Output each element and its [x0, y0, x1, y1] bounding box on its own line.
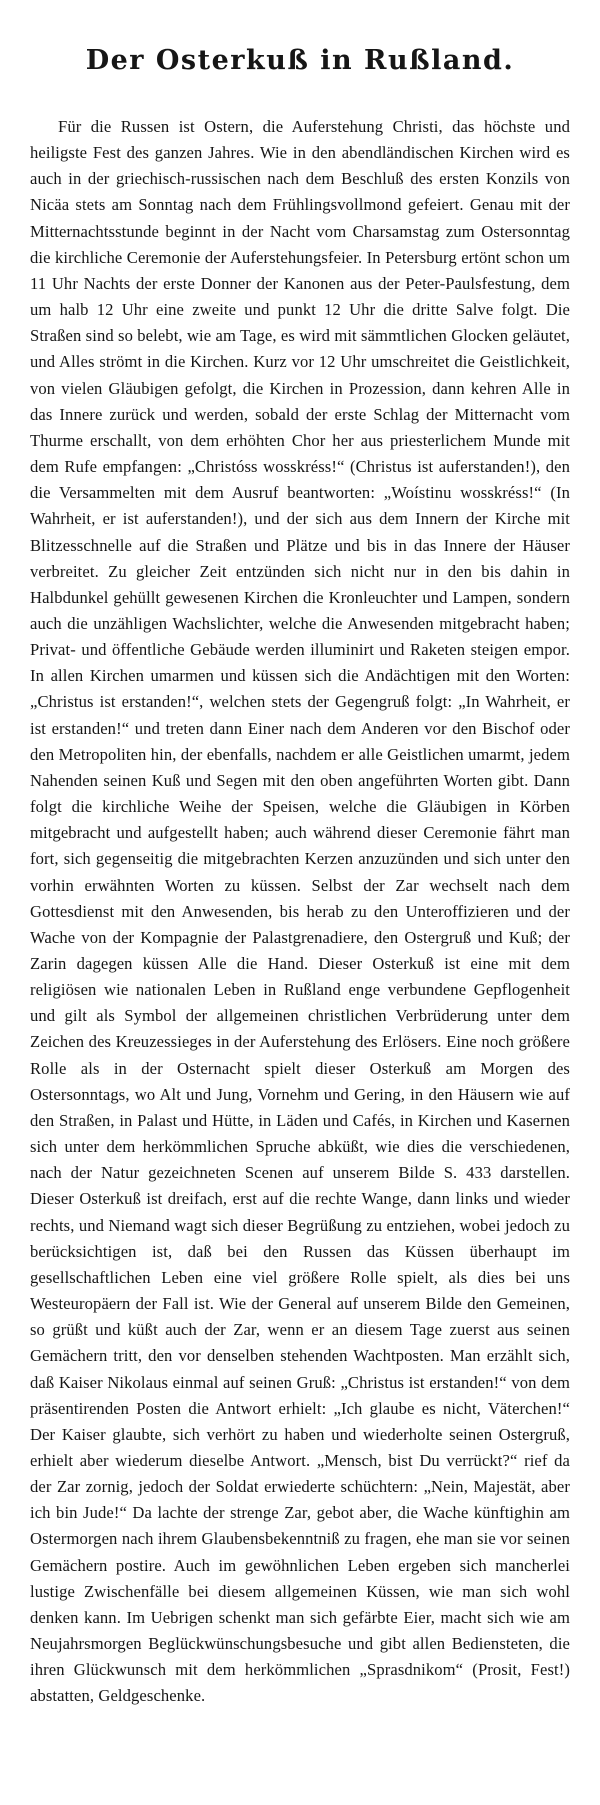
article-body: Für die Russen ist Ostern, die Auferstehung Christi, das höchste und heiligste Fest des ganzen Jahres. Wie in den abendländischen Kirchen wird es auch in der griechisch-russischen nach dem Beschluß des ersten Konzils von Nicäa stets am Sonntag nach dem Frühlingsvollmond gefeiert. Genau mit der Mitternachtsstunde beginnt in der Nacht vom Charsamstag zum Ostersonntag die kirchliche Ceremonie der Auferstehungsfeier. In Petersburg ertönt schon um 11 Uhr Nachts der erste Donner der Kanonen aus der Peter-Paulsfestung, dem um halb 12 Uhr eine zweite und punkt 12 Uhr die dritte Salve folgt. Die Straßen sind so belebt, wie am Tage, es wird mit sämmtlichen Glocken geläutet, und Alles strömt in die Kirchen. Kurz vor 12 Uhr umschreitet die Geistlichkeit, von vielen Gläubigen gefolgt, die Kirchen in Prozession, dann kehren Alle in das Innere zurück und werden, sobald der erste Schlag der Mitternacht vom Thurme erschallt, von dem erhöhten Chor her aus priesterlichem Munde mit dem Rufe empfangen: „Christóss wosskréss!“ (Christus ist auferstanden!), den die Versammelten mit dem Ausruf beantworten: „Woístinu wosskréss!“ (In Wahrheit, er ist auferstanden!), und der sich aus dem Innern der Kirche mit Blitzesschnelle auf die Straßen und Plätze und bis in das Innere der Häuser verbreitet. Zu gleicher Zeit entzünden sich nicht nur in den bis dahin in Halbdunkel gehüllt gewesenen Kirchen die Kronleuchter und Lampen, sondern auch die unzähligen Wachslichter, welche die Anwesenden mitgebracht haben; Privat- und öffentliche Gebäude werden illuminirt und Raketen steigen empor. In allen Kirchen umarmen und küssen sich die Andächtigen mit den Worten: „Christus ist erstanden!“, welchen stets der Gegengruß folgt: „In Wahrheit, er ist erstanden!“ und treten dann Einer nach dem Anderen vor den Bischof oder den Metropoliten hin, der ebenfalls, nachdem er alle Geistlichen umarmt, jedem Nahenden seinen Kuß und Segen mit den oben angeführten Worten gibt. Dann folgt die kirchliche Weihe der Speisen, welche die Gläubigen in Körben mitgebracht und aufgestellt haben; auch während dieser Ceremonie fährt man fort, sich gegenseitig die mitgebrachten Kerzen anzuzünden und sich unter den vorhin erwähnten Worten zu küssen. Selbst der Zar wechselt nach dem Gottesdienst mit den Anwesenden, bis herab zu den Unteroffizieren und der Wache von der Kompagnie der Palastgrenadiere, den Ostergruß und Kuß; der Zarin dagegen küssen Alle die Hand. Dieser Osterkuß ist eine mit dem religiösen wie nationalen Leben in Rußland enge verbundene Gepflogenheit und gilt als Symbol der allgemeinen christlichen Verbrüderung unter dem Zeichen des Kreuzessieges in der Auferstehung des Erlösers. Eine noch größere Rolle als in der Osternacht spielt dieser Osterkuß am Morgen des Ostersonntags, wo Alt und Jung, Vornehm und Gering, in den Häusern wie auf den Straßen, in Palast und Hütte, in Läden und Cafés, in Kirchen und Kasernen sich unter dem herkömmlichen Spruche abküßt, wie dies die verschiedenen, nach der Natur gezeichneten Scenen auf unserem Bilde S. 433 darstellen. Dieser Osterkuß ist dreifach, erst auf die rechte Wange, dann links und wieder rechts, und Niemand wagt sich dieser Begrüßung zu entziehen, wobei jedoch zu berücksichtigen ist, daß bei den Russen das Küssen überhaupt im gesellschaftlichen Leben eine viel größere Rolle spielt, als dies bei uns Westeuropäern der Fall ist. Wie der General auf unserem Bilde den Gemeinen, so grüßt und küßt auch der Zar, wenn er an diesem Tage zuerst aus seinen Gemächern tritt, den vor denselben stehenden Wachtposten. Man erzählt sich, daß Kaiser Nikolaus einmal auf seinen Gruß: „Christus ist erstanden!“ von dem präsentirenden Posten die Antwort erhielt: „Ich glaube es nicht, Väterchen!“ Der Kaiser glaubte, sich verhört zu haben und wiederholte seinen Ostergruß, erhielt aber wiederum dieselbe Antwort. „Mensch, bist Du verrückt?“ rief da der Zar zornig, jedoch der Soldat erwiederte schüchtern: „Nein, Majestät, aber ich bin Jude!“ Da lachte der strenge Zar, gebot aber, die Wache künftighin am Ostermorgen nach ihrem Glaubensbekenntniß zu fragen, ehe man sie vor seinen Gemächern postire. Auch im gewöhnlichen Leben ergeben sich mancherlei lustige Zwischenfälle bei diesem allgemeinen Küssen, wie man sich wohl denken kann. Im Uebrigen schenkt man sich gefärbte Eier, macht sich wie am Neujahrsmorgen Beglückwünschungsbesuche und gibt allen Bediensteten, die ihren Glückwunsch mit dem herkömmlichen „Sprasdnikom“ (Prosit, Fest!) abstatten, Geldgeschenke. [30, 117, 570, 1706]
article-title: Der Osterkuß in Rußland. [85, 45, 515, 76]
